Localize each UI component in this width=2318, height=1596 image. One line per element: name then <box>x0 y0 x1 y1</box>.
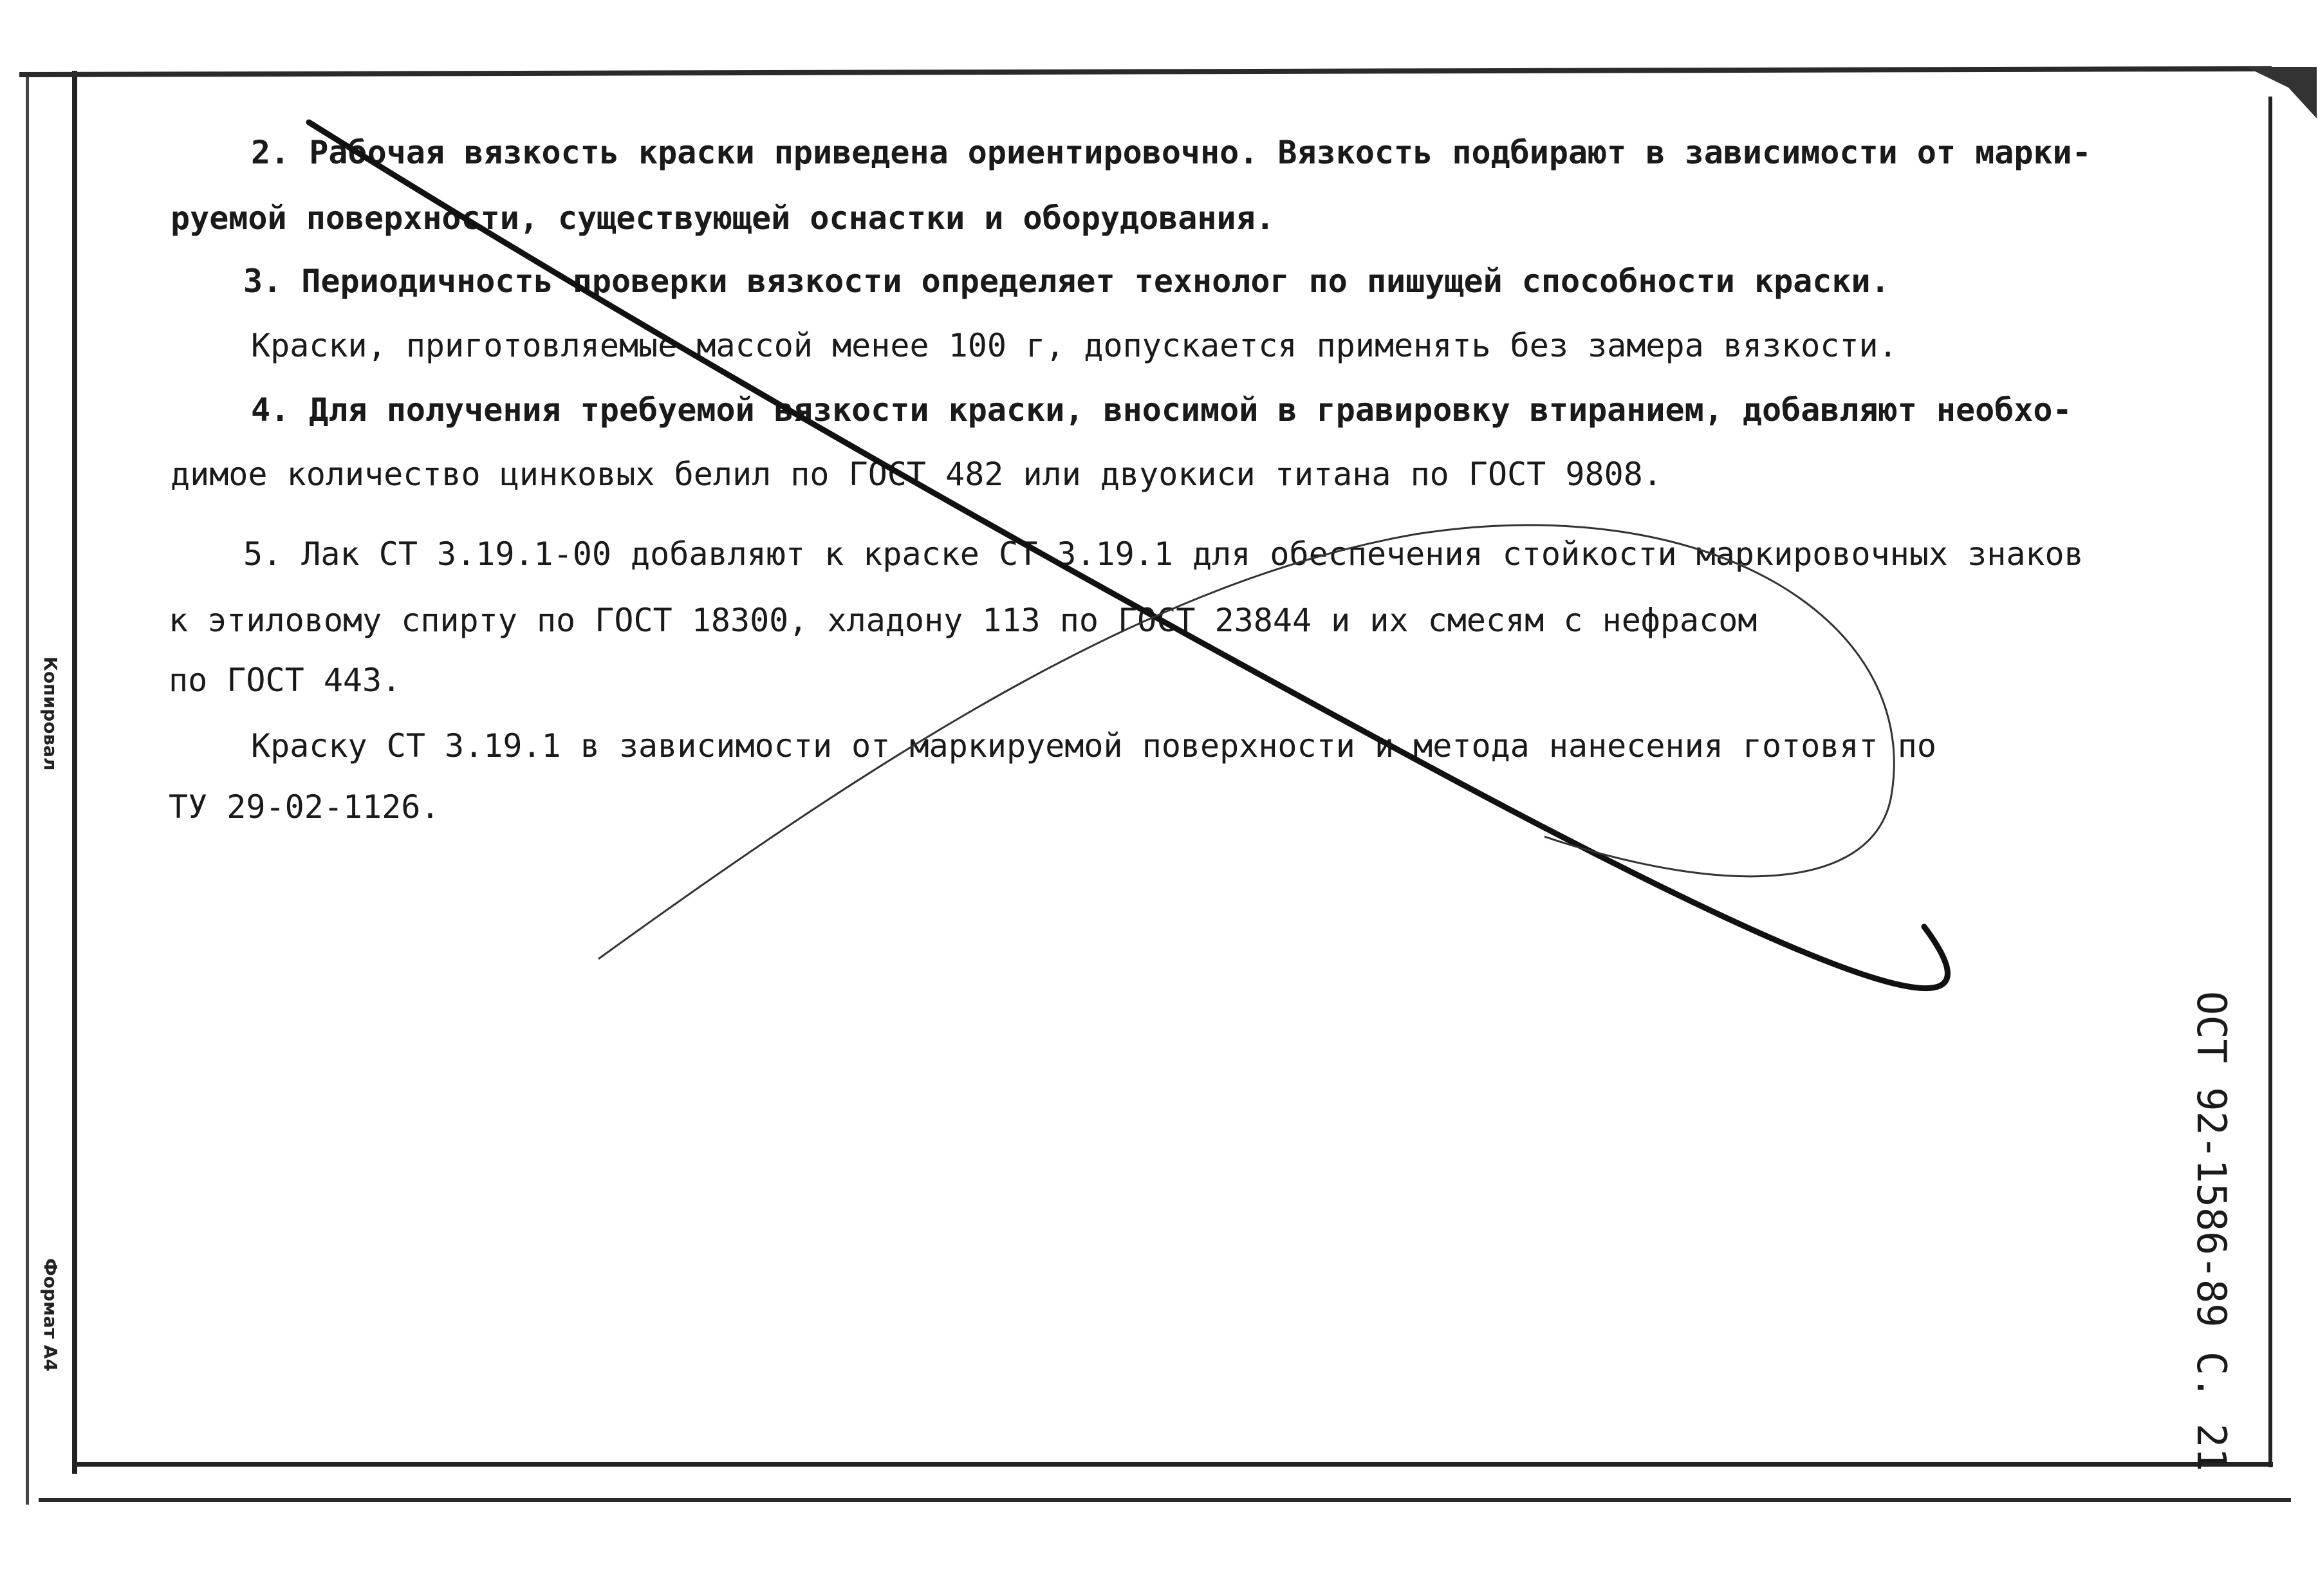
paragraph-4-line-1: 4. Для получения требуемой вязкости краски, вносимой в гравировку втиранием, добавляют необхо- <box>251 391 2072 429</box>
paragraph-6-line-1: Краску СТ 3.19.1 в зависимости от маркируемой поверхности и метода нанесения готовят по <box>251 727 1936 765</box>
paragraph-4-line-2: димое количество цинковых белил по ГОСТ 482 или двуокиси титана по ГОСТ 9808. <box>171 456 1662 493</box>
paragraph-2-line-1: 2. Рабочая вязкость краски приведена ориентировочно. Вязкость подбирают в зависимости от марки- <box>251 134 2091 171</box>
document-number: ОСТ 92-1586-89 С. 21 <box>2188 991 2235 1472</box>
paragraph-3-line-1: 3. Периодичность проверки вязкости определяет технолог по пишущей способности краски. <box>243 263 1890 300</box>
paragraph-6-line-2: ТУ 29-02-1126. <box>169 788 440 826</box>
paragraph-5-line-2: к этиловому спирту по ГОСТ 18300, хладону 113 по ГОСТ 23844 и их смесям с нефрасом <box>169 602 1757 639</box>
margin-label-copied: Копировал <box>40 656 61 771</box>
loop-curve <box>598 525 1894 959</box>
paragraph-2-line-2: руемой поверхности, существующей оснастки и оборудования. <box>171 200 1275 237</box>
paragraph-5-line-1: 5. Лак СТ 3.19.1-00 добавляют к краске СТ 3.19.1 для обеспечения стойкости маркировочных знаков <box>243 535 2084 573</box>
diagonal-strike-line <box>309 122 1947 988</box>
margin-label-format: Формат А4 <box>40 1258 61 1371</box>
paragraph-3-line-2: Краски, приготовляемые массой менее 100 г, допускается применять без замера вязкости. <box>251 327 1898 364</box>
paragraph-5-line-3: по ГОСТ 443. <box>169 662 402 699</box>
